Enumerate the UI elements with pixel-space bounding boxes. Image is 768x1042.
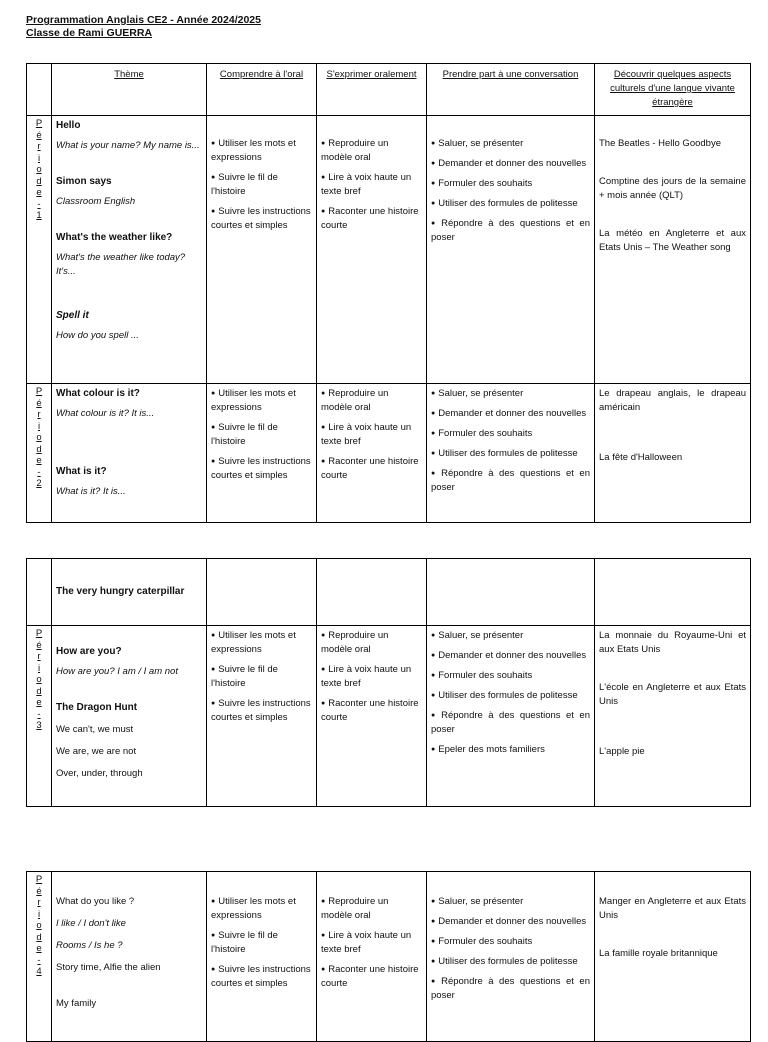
period-3-head-theme — [52, 559, 207, 626]
theme-sub: Classroom English — [56, 196, 136, 207]
header-comprendre: Comprendre à l'oral — [207, 64, 317, 116]
skill-item: ● Répondre à des questions et en poser — [431, 975, 590, 1003]
skill-item: ● Reproduire un modèle oral — [321, 137, 422, 165]
period-2-conversation — [427, 384, 595, 523]
skill-item: ● Lire à voix haute un texte bref — [321, 171, 422, 199]
culture-item: Manger en Angleterre et aux Etats Unis — [599, 896, 746, 921]
period-4-row — [27, 872, 751, 1042]
skill-item: ● Utiliser les mots et expressions — [211, 137, 312, 165]
theme-sub: What is it? It is... — [56, 486, 126, 497]
period-4-conversation — [427, 872, 595, 1042]
theme-title: The Dragon Hunt — [56, 702, 138, 713]
skill-item: ● Reproduire un modèle oral — [321, 387, 422, 415]
skill-item: ● Utiliser les mots et expressions — [211, 895, 312, 923]
skill-item: ● Suivre le fil de l'histoire — [211, 929, 312, 957]
skill-item: ● Demander et donner des nouvelles — [431, 915, 590, 929]
header-culture: Découvrir quelques aspects culturels d'une langue vivante étrangère — [595, 64, 751, 116]
skill-item: ● Répondre à des questions et en poser — [431, 467, 590, 495]
skill-item: ● Reproduire un modèle oral — [321, 895, 422, 923]
theme-sub: What is your name? My name is... — [56, 140, 200, 151]
skill-item: ● Epeler des mots familiers — [431, 743, 590, 757]
theme-sub: What's the weather like today? It's... — [56, 252, 186, 277]
period-1-row — [27, 116, 751, 384]
skill-item: ● Suivre le fil de l'histoire — [211, 421, 312, 449]
period-1-culture — [595, 116, 751, 384]
theme-title: The very hungry caterpillar — [56, 586, 185, 597]
skill-item: ● Suivre les instructions courtes et simples — [211, 205, 312, 233]
culture-item: La météo en Angleterre et aux Etats Unis – The Weather song — [599, 228, 746, 253]
skill-item: ● Raconter une histoire courte — [321, 455, 422, 483]
period-1-exprimer — [317, 116, 427, 384]
period-4-culture — [595, 872, 751, 1042]
culture-item: The Beatles - Hello Goodbye — [599, 138, 721, 149]
empty-cell — [595, 559, 751, 626]
culture-item: L'école en Angleterre et aux Etats Unis — [599, 682, 746, 707]
skill-item: ● Raconter une histoire courte — [321, 963, 422, 991]
theme-line: I like / I don't like — [56, 918, 126, 929]
period-4-label: P é r i o d e - 4 — [27, 872, 52, 1042]
skill-item: ● Utiliser des formules de politesse — [431, 955, 590, 969]
skill-item: ● Lire à voix haute un texte bref — [321, 929, 422, 957]
theme-title: What is it? — [56, 466, 107, 477]
empty-cell — [207, 559, 317, 626]
culture-item: Comptine des jours de la semaine + mois année (QLT) — [599, 176, 746, 201]
period-3-themes — [52, 626, 207, 807]
skill-item: ● Formuler des souhaits — [431, 427, 590, 441]
period-3-exprimer — [317, 626, 427, 807]
skill-item: ● Utiliser des formules de politesse — [431, 447, 590, 461]
document-header — [26, 14, 261, 40]
theme-line: What do you like ? — [56, 896, 135, 907]
header-theme: Thème — [52, 64, 207, 116]
skill-item: ● Formuler des souhaits — [431, 669, 590, 683]
period-1-label: P é r i o d e - 1 — [27, 116, 52, 384]
period-2-row — [27, 384, 751, 523]
program-table-3 — [26, 871, 751, 1042]
document-title: Programmation Anglais CE2 - Année 2024/2025 — [26, 14, 261, 26]
period-3-culture — [595, 626, 751, 807]
theme-line: We are, we are not — [56, 746, 137, 757]
theme-line: Rooms / Is he ? — [56, 940, 123, 951]
theme-title: What colour is it? — [56, 388, 140, 399]
skill-item: ● Utiliser les mots et expressions — [211, 629, 312, 657]
skill-item: ● Utiliser des formules de politesse — [431, 197, 590, 211]
skill-item: ● Demander et donner des nouvelles — [431, 407, 590, 421]
skill-item: ● Répondre à des questions et en poser — [431, 709, 590, 737]
period-2-comprendre — [207, 384, 317, 523]
culture-item: La famille royale britannique — [599, 948, 718, 959]
culture-item: La monnaie du Royaume-Uni et aux Etats Unis — [599, 630, 746, 655]
skill-item: ● Suivre les instructions courtes et simples — [211, 455, 312, 483]
skill-item: ● Utiliser des formules de politesse — [431, 689, 590, 703]
theme-line: Over, under, through — [56, 768, 143, 779]
header-conversation: Prendre part à une conversation — [427, 64, 595, 116]
theme-line: My family — [56, 998, 97, 1009]
period-4-exprimer — [317, 872, 427, 1042]
skill-item: ● Lire à voix haute un texte bref — [321, 663, 422, 691]
skill-item: ● Demander et donner des nouvelles — [431, 157, 590, 171]
culture-item: Le drapeau anglais, le drapeau américain — [599, 388, 746, 413]
theme-sub: What colour is it? It is... — [56, 408, 155, 419]
skill-item: ● Suivre le fil de l'histoire — [211, 663, 312, 691]
theme-title: What's the weather like? — [56, 232, 173, 243]
program-table-1 — [26, 63, 751, 523]
empty-cell — [27, 559, 52, 626]
skill-item: ● Suivre les instructions courtes et simples — [211, 963, 312, 991]
skill-item: ● Raconter une histoire courte — [321, 205, 422, 233]
skill-item: ● Utiliser les mots et expressions — [211, 387, 312, 415]
period-4-themes — [52, 872, 207, 1042]
header-period — [27, 64, 52, 116]
period-3-label: P é r i o d e - 3 — [27, 626, 52, 807]
skill-item: ● Saluer, se présenter — [431, 629, 590, 643]
period-1-comprendre — [207, 116, 317, 384]
skill-item: ● Reproduire un modèle oral — [321, 629, 422, 657]
skill-item: ● Formuler des souhaits — [431, 177, 590, 191]
theme-line: We can't, we must — [56, 724, 134, 735]
culture-item: La fête d'Halloween — [599, 452, 683, 463]
theme-sub: How are you? I am / I am not — [56, 666, 178, 677]
skill-item: ● Formuler des souhaits — [431, 935, 590, 949]
skill-item: ● Saluer, se présenter — [431, 895, 590, 909]
period-1-conversation — [427, 116, 595, 384]
theme-title: Hello — [56, 120, 81, 131]
theme-line: Story time, Alfie the alien — [56, 962, 161, 973]
period-4-comprendre — [207, 872, 317, 1042]
skill-item: ● Raconter une histoire courte — [321, 697, 422, 725]
theme-title: Spell it — [56, 310, 89, 321]
period-2-culture — [595, 384, 751, 523]
culture-item: L'apple pie — [599, 746, 645, 757]
period-1-themes — [52, 116, 207, 384]
skill-item: ● Répondre à des questions et en poser — [431, 217, 590, 245]
empty-cell — [427, 559, 595, 626]
empty-cell — [317, 559, 427, 626]
skill-item: ● Saluer, se présenter — [431, 137, 590, 151]
period-2-exprimer — [317, 384, 427, 523]
skill-item: ● Lire à voix haute un texte bref — [321, 421, 422, 449]
class-name: Classe de Rami GUERRA — [26, 27, 153, 39]
program-table-2 — [26, 558, 751, 807]
period-2-themes — [52, 384, 207, 523]
period-3-comprendre — [207, 626, 317, 807]
table-header-row — [27, 64, 751, 116]
skill-item: ● Suivre le fil de l'histoire — [211, 171, 312, 199]
theme-sub: How do you spell ... — [56, 330, 139, 341]
skill-item: ● Suivre les instructions courtes et simples — [211, 697, 312, 725]
theme-title: Simon says — [56, 176, 112, 187]
period-3-row — [27, 626, 751, 807]
skill-item: ● Demander et donner des nouvelles — [431, 649, 590, 663]
header-exprimer: S'exprimer oralement — [317, 64, 427, 116]
skill-item: ● Saluer, se présenter — [431, 387, 590, 401]
period-2-label: P é r i o d e - 2 — [27, 384, 52, 523]
period-3-head-row — [27, 559, 751, 626]
theme-title: How are you? — [56, 646, 122, 657]
period-3-conversation — [427, 626, 595, 807]
